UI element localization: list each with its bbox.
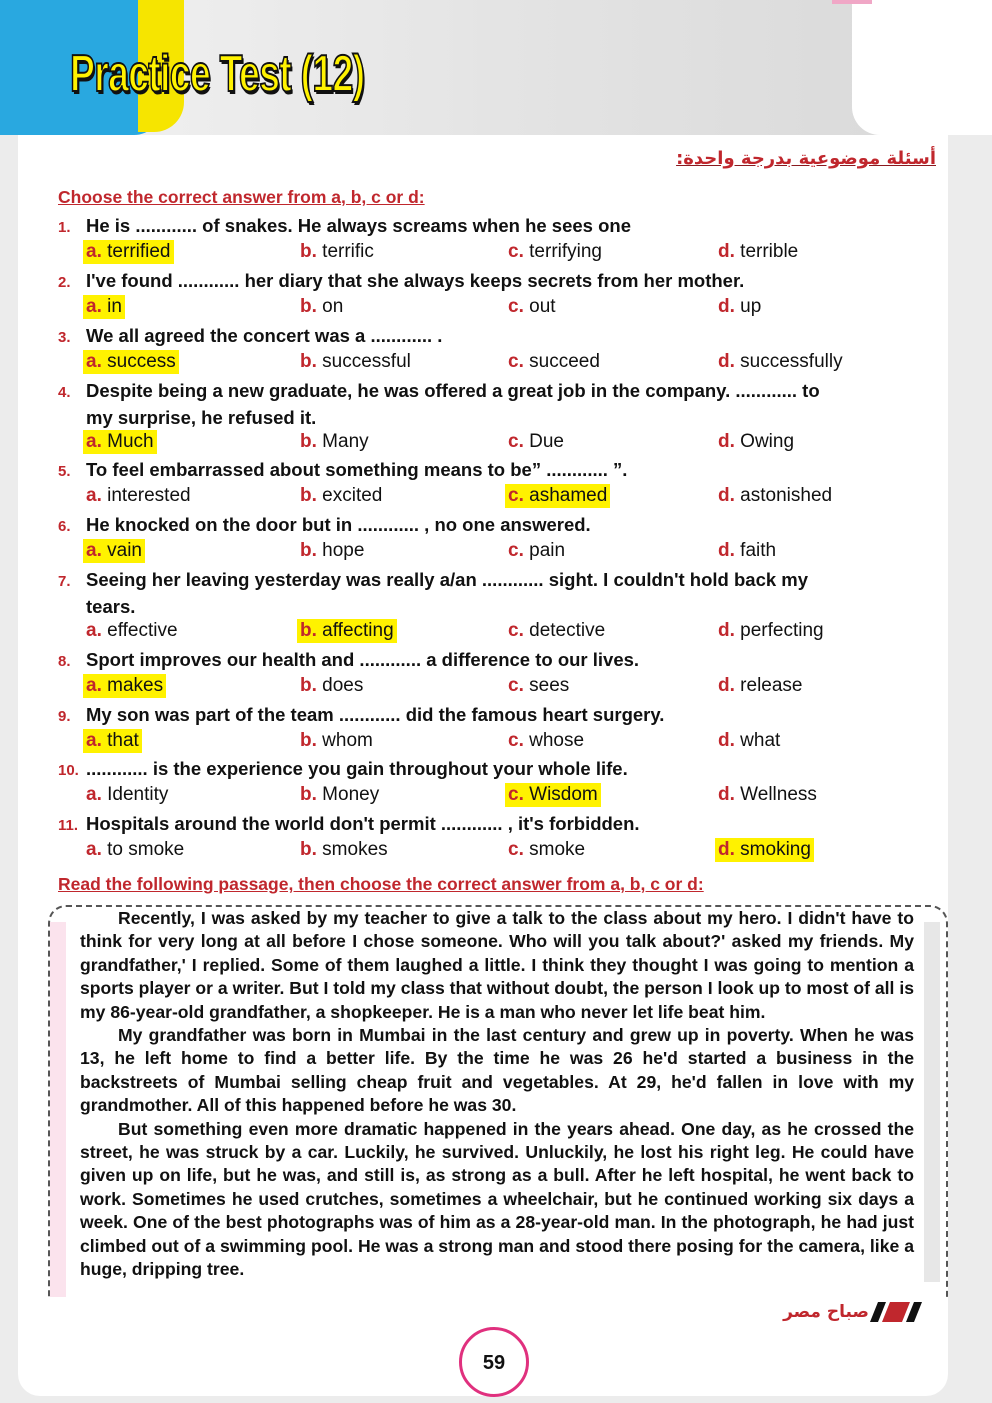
option-letter: b. [300,620,317,641]
option-letter: a. [86,485,102,506]
option-letter: c. [508,620,524,641]
question-text: Sport improves our health and ............ a difference to our lives. [86,649,640,670]
answer-option-correct[interactable] [83,539,145,563]
section-heading-arabic: أسئلة موضوعية بدرجة واحدة: [676,148,936,169]
pink-tab [832,0,872,4]
option-text: pain [529,540,566,561]
answer-option[interactable] [297,674,366,698]
option-letter: a. [86,431,102,452]
question-number: 11. [58,817,79,834]
passage-grey-bar [924,922,940,1282]
option-letter: d. [718,540,735,561]
option-letter: b. [300,540,317,561]
option-letter: c. [508,730,524,751]
answer-option[interactable] [83,838,187,862]
option-text: Due [529,431,564,452]
passage-paragraph: My grandfather was born in Mumbai in the last century and grew up in poverty. When he was 13, he left home to find a better life. By the time he was 26 he'd started a business in the backstreets of Mumbai selling cheap fruit and vegetables. At 29, he'd fallen in love with my grandmother. All of this happened before he was 30. [80,1025,914,1116]
answer-option-correct[interactable] [505,783,601,807]
answer-option[interactable] [297,240,377,264]
option-letter: a. [86,296,102,317]
question-number: 8. [58,653,71,670]
question-stem [58,811,938,838]
option-text: hope [322,540,365,561]
question-text: We all agreed the concert was a ............ . [86,325,443,346]
option-letter: d. [718,730,735,751]
question-stem [58,702,938,729]
answer-option[interactable] [297,539,367,563]
option-text: release [740,675,803,696]
question-text: Hospitals around the world don't permit ............ , it's forbidden. [86,813,640,834]
question-text: He is ............ of snakes. He always screams when he sees one [86,215,631,236]
answer-option[interactable] [297,783,382,807]
option-text: success [107,351,176,372]
option-letter: d. [718,485,735,506]
option-text: Owing [740,431,795,452]
question-text-continued: my surprise, he refused it. [86,407,317,428]
option-letter: b. [300,351,317,372]
answer-option-correct[interactable] [83,240,174,264]
question-stem [58,647,938,674]
option-letter: c. [508,241,524,262]
answer-option-correct[interactable] [297,619,397,643]
answer-option[interactable] [715,729,783,753]
option-text: smokes [322,839,388,860]
question-stem [58,512,938,539]
question-text: He knocked on the door but in ............ , no one answered. [86,514,591,535]
option-letter: a. [86,730,102,751]
question-stem [58,268,938,295]
question-number: 9. [58,708,71,725]
answer-option[interactable] [297,484,385,508]
option-text: smoking [740,839,811,860]
option-text: vain [107,540,142,561]
answer-option[interactable] [505,729,587,753]
option-letter: d. [718,675,735,696]
answer-option[interactable] [505,539,568,563]
answer-option[interactable] [715,295,764,319]
answer-option[interactable] [297,350,414,374]
option-letter: c. [508,784,524,805]
question-number: 2. [58,274,71,291]
option-letter: d. [718,620,735,641]
option-text: perfecting [740,620,824,641]
question-text: Despite being a new graduate, he was offered a great job in the company. ............ to [86,380,820,401]
option-text: detective [529,620,606,641]
option-text: out [529,296,556,317]
option-text: up [740,296,762,317]
option-text: Money [322,784,380,805]
option-text: effective [107,620,178,641]
option-text: succeed [529,351,600,372]
watermark-text: صباح مصر [783,1302,869,1322]
answer-option[interactable] [297,430,372,454]
question-text: I've found ............ her diary that she always keeps secrets from her mother. [86,270,745,291]
option-text: Many [322,431,369,452]
option-letter: b. [300,839,317,860]
option-letter: a. [86,351,102,372]
option-text: terrifying [529,241,602,262]
option-letter: c. [508,431,524,452]
option-letter: d. [718,431,735,452]
question-stem [58,213,938,240]
answer-option[interactable] [505,350,603,374]
option-letter: c. [508,675,524,696]
option-text: astonished [740,485,833,506]
answer-option[interactable] [505,240,605,264]
answer-option[interactable] [505,674,572,698]
option-text: that [107,730,139,751]
option-letter: d. [718,351,735,372]
answer-option-correct[interactable] [715,838,814,862]
answer-option[interactable] [505,838,588,862]
answer-option[interactable] [715,674,806,698]
option-text: successfully [740,351,843,372]
passage-pink-bar [50,922,66,1297]
option-text: sees [529,675,570,696]
option-letter: c. [508,485,524,506]
option-text: Wisdom [529,784,598,805]
header-right-card [852,0,992,135]
answer-option[interactable] [715,350,846,374]
question-number: 10. [58,762,79,779]
answer-option[interactable] [505,295,559,319]
question-number: 3. [58,329,71,346]
answer-option-correct[interactable] [83,295,125,319]
option-letter: a. [86,784,102,805]
passage-paragraph: But something even more dramatic happened in the years ahead. One day, as he crossed the street, he was struck by a car. Luckily, he survived. Unluckily, he lost his right leg. He could have given up on life, but he was, and still is, as strong as a bull. After he left hospital, he went back to work. Sometimes he used crutches, sometimes a wheelchair, but he continued working six days a week. One of the best photographs was of him as a 28-year-old man. In the photograph, he had just climbed out of a swimming pool. He was a strong man and stood there posing for the camera, like a huge, dripping tree. [80,1118,914,1280]
answer-option[interactable] [715,240,801,264]
option-text: affecting [322,620,394,641]
option-letter: a. [86,540,102,561]
option-text: Much [107,431,154,452]
option-text: ashamed [529,485,608,506]
option-text: in [107,296,122,317]
option-letter: b. [300,241,317,262]
option-text: terrible [740,241,799,262]
option-text: interested [107,485,191,506]
option-letter: a. [86,675,102,696]
question-number: 7. [58,573,71,590]
option-letter: a. [86,620,102,641]
page-number-badge [459,1327,529,1397]
option-text: whom [322,730,373,751]
option-text: terrified [107,241,171,262]
answer-option[interactable] [297,838,391,862]
answer-option[interactable] [297,729,376,753]
answer-option[interactable] [83,619,181,643]
option-letter: c. [508,351,524,372]
option-letter: b. [300,675,317,696]
option-text: Identity [107,784,169,805]
option-text: on [322,296,344,317]
question-number: 6. [58,518,71,535]
question-number: 4. [58,384,71,401]
question-stem [58,323,938,350]
question-text: To feel embarrassed about something means to be” ............ ”. [86,459,628,480]
answer-option-correct[interactable] [83,430,157,454]
answer-option[interactable] [505,430,567,454]
answer-option-correct[interactable] [83,729,142,753]
option-text: Wellness [740,784,817,805]
reading-passage [80,907,914,1282]
question-stem [58,457,938,484]
page-number: 59 [482,1352,506,1374]
answer-option[interactable] [505,619,608,643]
option-letter: d. [718,296,735,317]
option-text: whose [529,730,585,751]
answer-option-correct[interactable] [83,674,166,698]
option-letter: d. [718,839,735,860]
mcq-instruction: Choose the correct answer from a, b, c or d: [58,187,425,207]
option-letter: b. [300,784,317,805]
option-letter: a. [86,839,102,860]
reading-instruction: Read the following passage, then choose the correct answer from a, b, c or d: [58,874,704,894]
option-text: excited [322,485,383,506]
answer-option-correct[interactable] [505,484,610,508]
question-number: 1. [58,219,71,236]
option-letter: a. [86,241,102,262]
question-text: Seeing her leaving yesterday was really a/an ............ sight. I couldn't hold back my [86,569,809,590]
option-text: makes [107,675,164,696]
question-text: ............ is the experience you gain throughout your whole life. [86,758,628,779]
answer-option[interactable] [83,484,194,508]
passage-paragraph: Recently, I was asked by my teacher to give a talk to the class about my hero. I didn't have to think for very long at all before I chose someone. Who will you talk about?' asked my friends. My grandfather,' I replied. Some of them laughed a little. I think they thought I was going to mention a sports player or a writer. But I told my class that without doubt, the person I look up to most of all is my 86-year-old grandfather, a shopkeeper. He is a man who never let life beat him. [80,908,914,1022]
question-number: 5. [58,463,71,480]
answer-option[interactable] [715,619,827,643]
option-text: terrific [322,241,374,262]
answer-option[interactable] [715,539,779,563]
option-letter: b. [300,485,317,506]
option-text: successful [322,351,411,372]
question-stem [58,567,938,619]
question-stem [58,756,938,783]
question-text-continued: tears. [86,596,136,617]
page-title: Practice Test (12) [70,45,365,103]
answer-option[interactable] [715,783,820,807]
answer-option[interactable] [83,783,171,807]
option-letter: c. [508,839,524,860]
answer-option[interactable] [715,484,835,508]
option-text: what [740,730,781,751]
answer-option[interactable] [715,430,797,454]
option-text: to smoke [107,839,185,860]
answer-option-correct[interactable] [83,350,179,374]
option-letter: b. [300,730,317,751]
option-text: smoke [529,839,586,860]
option-text: does [322,675,364,696]
option-letter: d. [718,241,735,262]
option-letter: b. [300,296,317,317]
option-letter: c. [508,540,524,561]
question-stem [58,378,938,430]
watermark-logo [782,1296,942,1326]
option-letter: b. [300,431,317,452]
question-text: My son was part of the team ............ did the famous heart surgery. [86,704,665,725]
option-letter: d. [718,784,735,805]
option-letter: c. [508,296,524,317]
answer-option[interactable] [297,295,346,319]
option-text: faith [740,540,777,561]
